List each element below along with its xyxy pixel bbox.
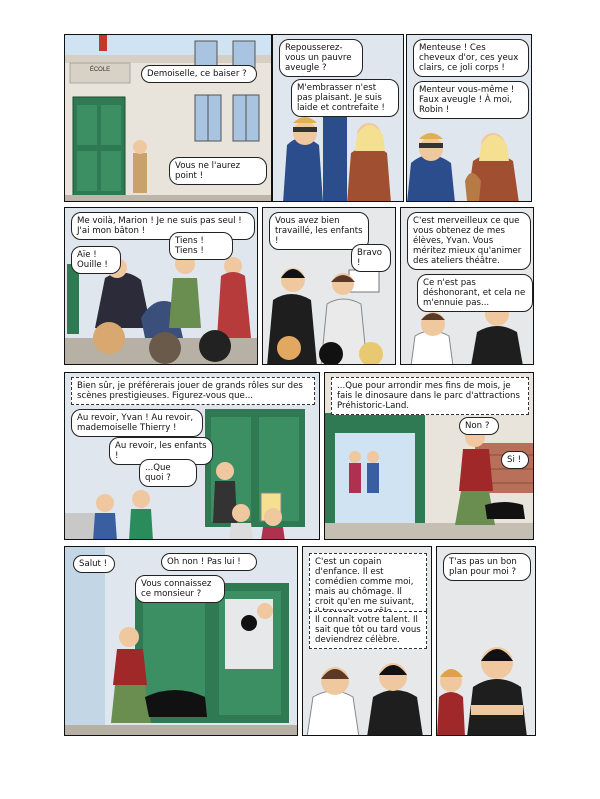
panel-3-1 xyxy=(64,372,320,540)
speech-bubble: T'as pas un bon plan pour moi ? xyxy=(443,553,531,581)
speech-bubble: M'embrasser n'est pas plaisant. Je suis laide et contrefaite ! xyxy=(291,79,399,117)
panel-4-1 xyxy=(64,546,298,736)
speech-bubble: Ce n'est pas déshonorant, et cela ne m'ennuie pas... xyxy=(417,274,533,312)
speech-bubble: C'est merveilleux ce que vous obtenez de mes élèves, Yvan. Vous méritez mieux qu'animer des ateliers théâtre. xyxy=(407,212,531,270)
panel-2-3 xyxy=(400,207,534,365)
speech-bubble: Me voilà, Marion ! Je ne suis pas seul ! J'ai mon bâton ! xyxy=(71,212,255,240)
speech-bubble: Au revoir, les enfants ! xyxy=(109,437,213,465)
speech-bubble: Oh non ! Pas lui ! xyxy=(161,553,257,571)
speech-bubble: Vous ne l'aurez point ! xyxy=(169,157,267,185)
narration-caption: Il connaît votre talent. Il sait que tôt ou tard vous deviendrez célèbre. xyxy=(309,611,427,649)
speech-bubble: Menteuse ! Ces cheveux d'or, ces yeux clairs, ce joli corps ! xyxy=(413,39,529,77)
speech-bubble: ...Que quoi ? xyxy=(139,459,197,487)
speech-bubble: Tiens ! Tiens ! xyxy=(169,232,233,260)
school-sign: ÉCOLE xyxy=(89,67,111,73)
panel-1-1 xyxy=(64,34,272,202)
speech-bubble: Au revoir, Yvan ! Au revoir, mademoiselle Thierry ! xyxy=(71,409,203,437)
panel-2-1 xyxy=(64,207,258,365)
panel-3-2 xyxy=(324,372,534,540)
speech-bubble: Si ! xyxy=(501,451,529,469)
narration-caption: ...Que pour arrondir mes fins de mois, je fais le dinosaure dans le parc d'attractions Préhistoric-Land. xyxy=(331,377,529,415)
panel-1-2 xyxy=(272,34,404,202)
narration-caption: Bien sûr, je préférerais jouer de grands rôles sur des scènes prestigieuses. Figurez-vous que... xyxy=(71,377,315,405)
narration-caption: C'est un copain d'enfance. Il est comédien comme moi, mais au chômage. Il croit qu'en me suivant, xyxy=(309,553,427,621)
speech-bubble: Vous avez bien travaillé, les enfants ! xyxy=(269,212,369,250)
panel-4-3 xyxy=(436,546,536,736)
panel-2-2 xyxy=(262,207,396,365)
panel-4-2 xyxy=(302,546,432,736)
speech-bubble: Non ? xyxy=(459,417,499,435)
speech-bubble: Aïe ! Ouille ! xyxy=(71,246,121,274)
speech-bubble: Salut ! xyxy=(73,555,115,573)
speech-bubble: Repousserez-vous un pauvre aveugle ? xyxy=(279,39,363,77)
speech-bubble: Bravo ! xyxy=(351,244,391,272)
panel-1-3 xyxy=(406,34,532,202)
speech-bubble: Vous connaissez ce monsieur ? xyxy=(135,575,225,603)
speech-bubble: Menteur vous-même ! Faux aveugle ! À moi, Robin ! xyxy=(413,81,529,119)
speech-bubble: Demoiselle, ce baiser ? xyxy=(141,65,257,83)
